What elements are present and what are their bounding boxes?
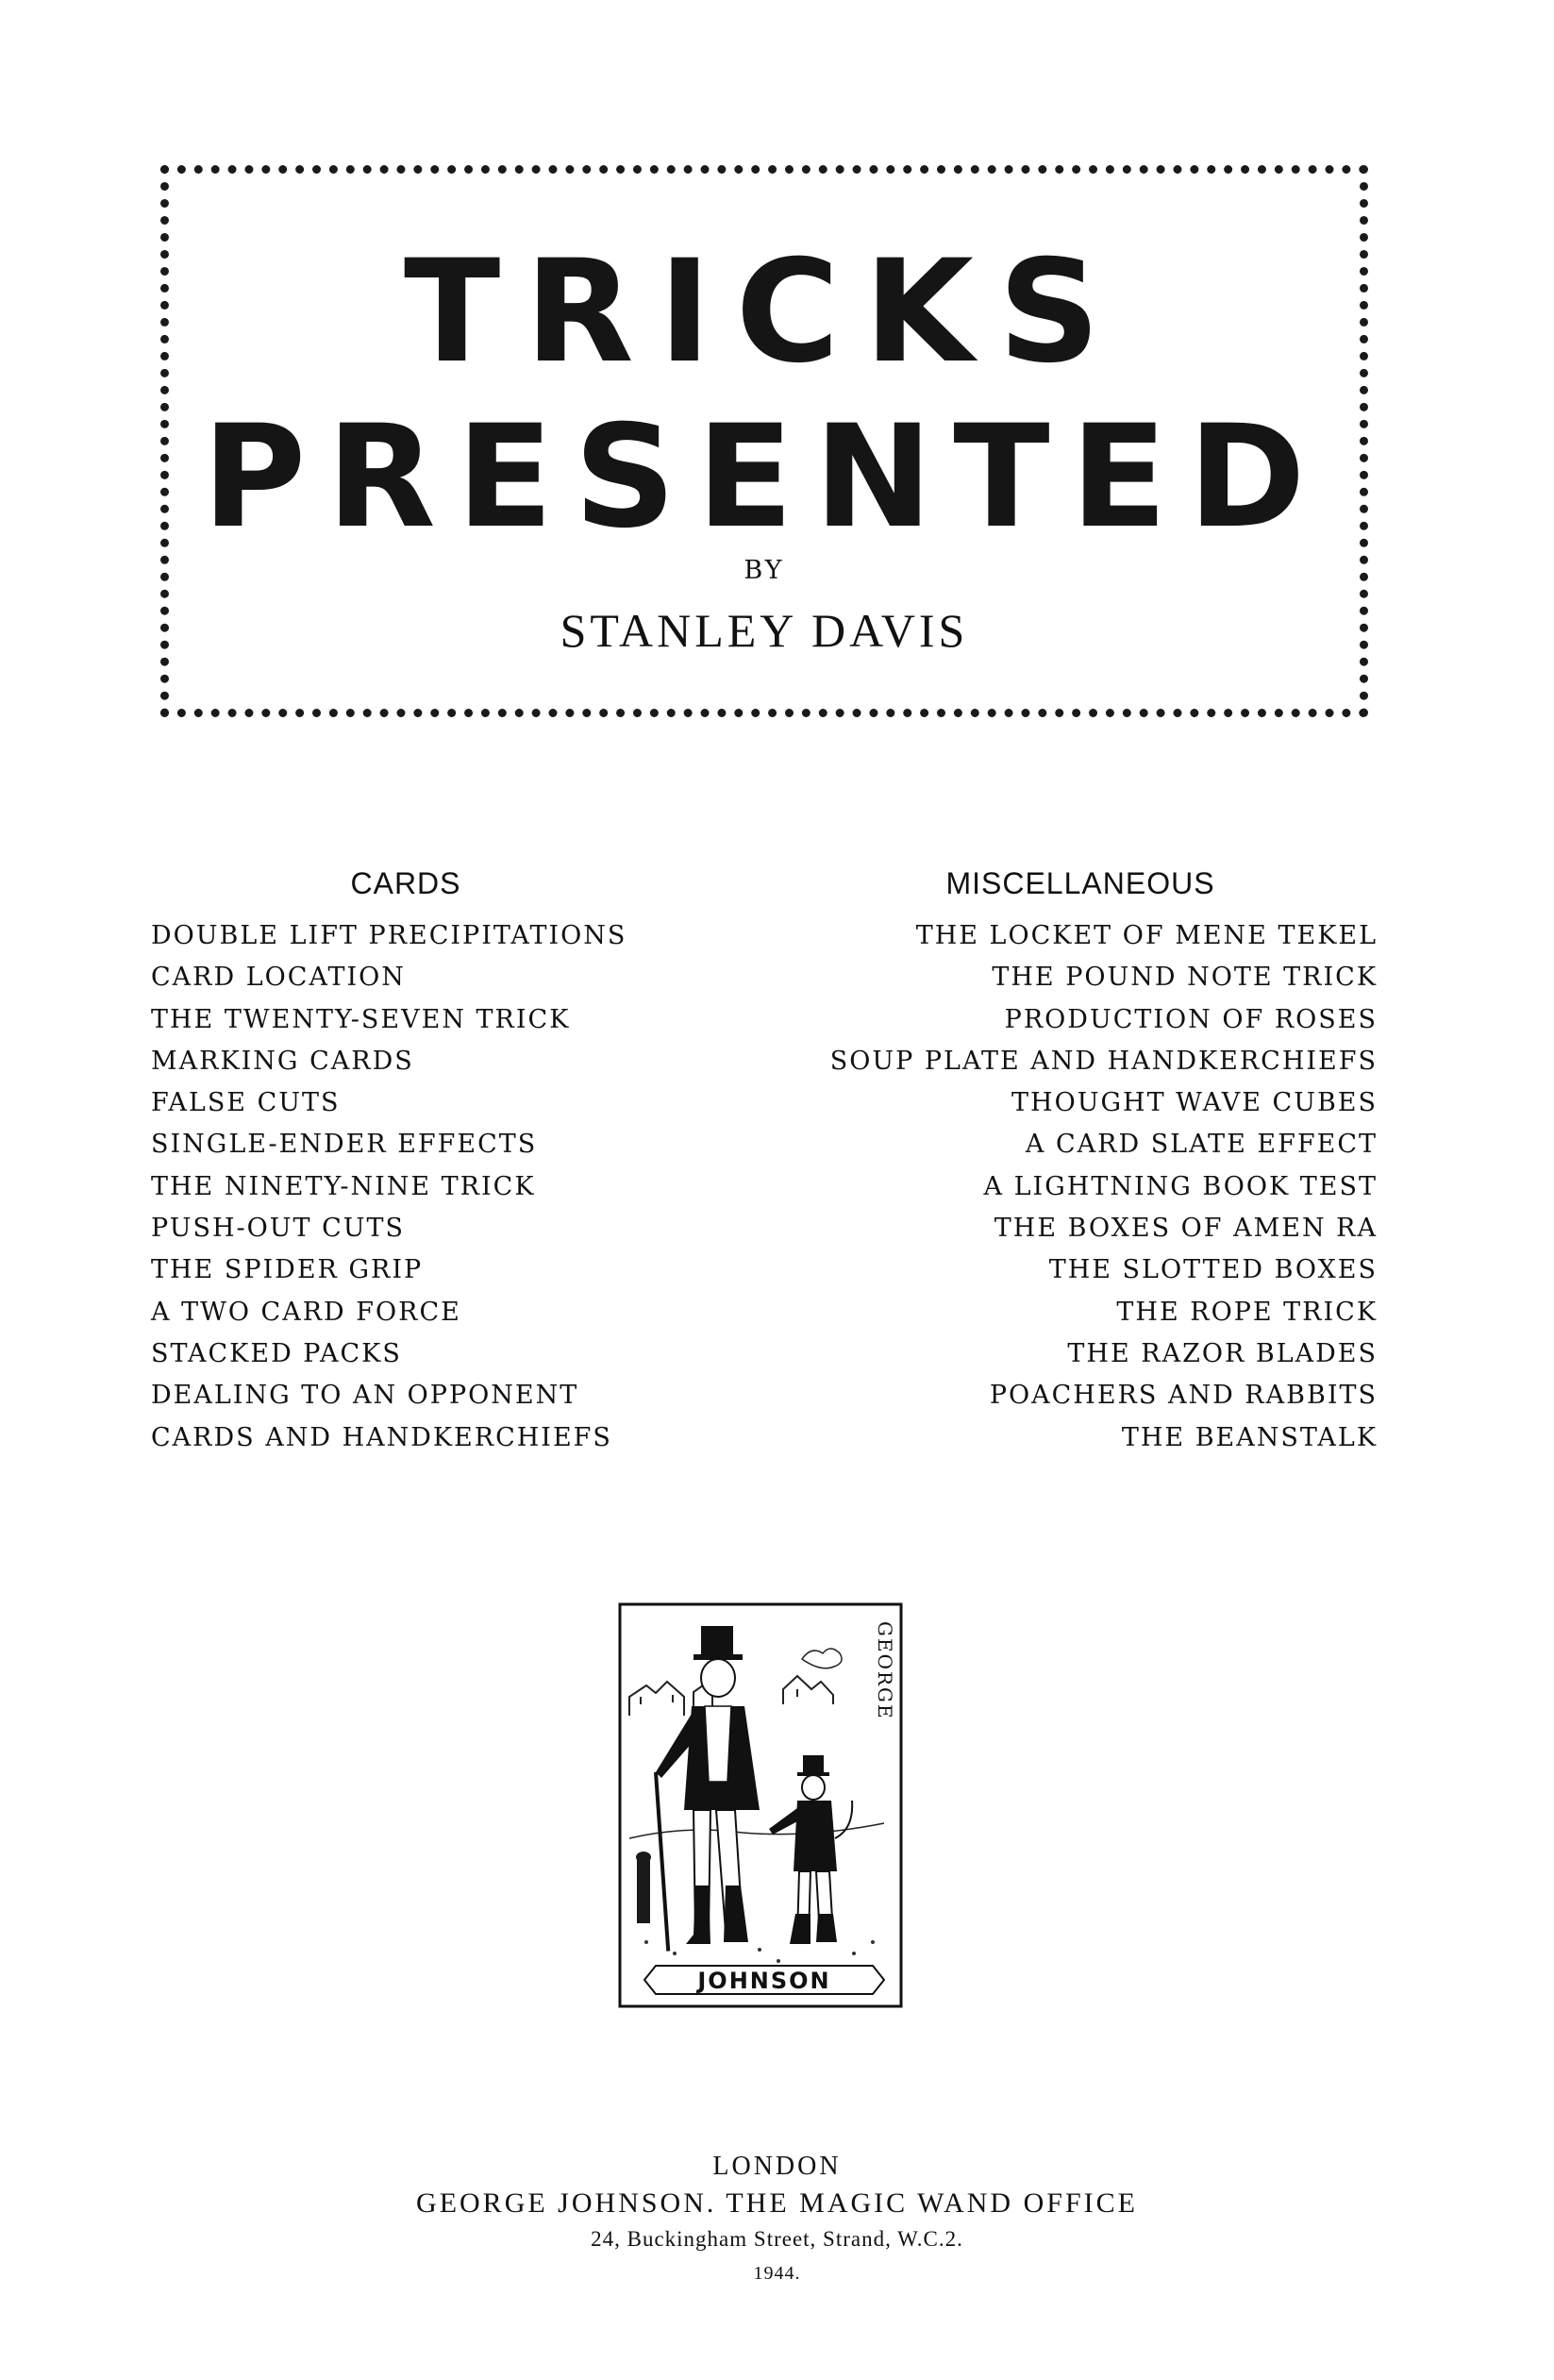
imprint-year: 1944. [753, 2263, 801, 2284]
title-frame [160, 165, 1368, 717]
author-name: STANLEY DAVIS [560, 604, 969, 657]
list-item: POACHERS AND RABBITS [989, 1381, 1378, 1411]
list-item: A LIGHTNING BOOK TEST [983, 1171, 1378, 1201]
list-item: PUSH-OUT CUTS [151, 1214, 406, 1244]
list-item: THE RAZOR BLADES [1067, 1338, 1378, 1368]
list-item: CARDS AND HANDKERCHIEFS [151, 1422, 612, 1452]
post-illustration [636, 1852, 651, 1923]
miscellaneous-heading: MISCELLANEOUS [945, 866, 1215, 900]
miscellaneous-list [783, 915, 1378, 1459]
cards-list [151, 915, 627, 1459]
list-item: THE SPIDER GRIP [151, 1255, 424, 1285]
list-item: FALSE CUTS [151, 1088, 341, 1118]
by-label: BY [744, 556, 785, 585]
list-item: THOUGHT WAVE CUBES [1011, 1088, 1378, 1118]
list-item: CARD LOCATION [151, 963, 406, 993]
list-item: DOUBLE LIFT PRECIPITATIONS [151, 921, 627, 950]
title-line-1: TRICKS [404, 230, 1125, 394]
title-line-2: PRESENTED [202, 395, 1327, 560]
list-item: PRODUCTION OF ROSES [1004, 1004, 1378, 1034]
list-item: A CARD SLATE EFFECT [1025, 1130, 1378, 1160]
cards-heading: CARDS [350, 866, 461, 900]
list-item: THE POUND NOTE TRICK [992, 963, 1378, 993]
list-item: SINGLE-ENDER EFFECTS [151, 1130, 538, 1160]
list-item: THE NINETY-NINE TRICK [151, 1171, 536, 1201]
list-item: MARKING CARDS [151, 1046, 414, 1076]
list-item: THE BEANSTALK [1121, 1422, 1378, 1452]
list-item: DEALING TO AN OPPONENT [151, 1381, 579, 1411]
list-item: THE SLOTTED BOXES [1048, 1255, 1378, 1285]
list-item: THE BOXES OF AMEN RA [994, 1214, 1378, 1244]
banner-name: JOHNSON [697, 1968, 831, 1994]
imprint-address: 24, Buckingham Street, Strand, W.C.2. [591, 2227, 963, 2251]
list-item: STACKED PACKS [151, 1338, 402, 1368]
vertical-name: GEORGE [874, 1621, 896, 1720]
list-item: A TWO CARD FORCE [151, 1297, 461, 1327]
publisher-vignette [618, 1602, 903, 2008]
list-item: THE TWENTY-SEVEN TRICK [151, 1004, 571, 1034]
list-item: THE LOCKET OF MENE TEKEL [915, 921, 1378, 950]
list-item: SOUP PLATE AND HANDKERCHIEFS [829, 1046, 1378, 1076]
imprint-city: LONDON [712, 2152, 842, 2181]
list-item: THE ROPE TRICK [1116, 1297, 1378, 1327]
imprint-publisher: GEORGE JOHNSON. THE MAGIC WAND OFFICE [416, 2187, 1138, 2219]
